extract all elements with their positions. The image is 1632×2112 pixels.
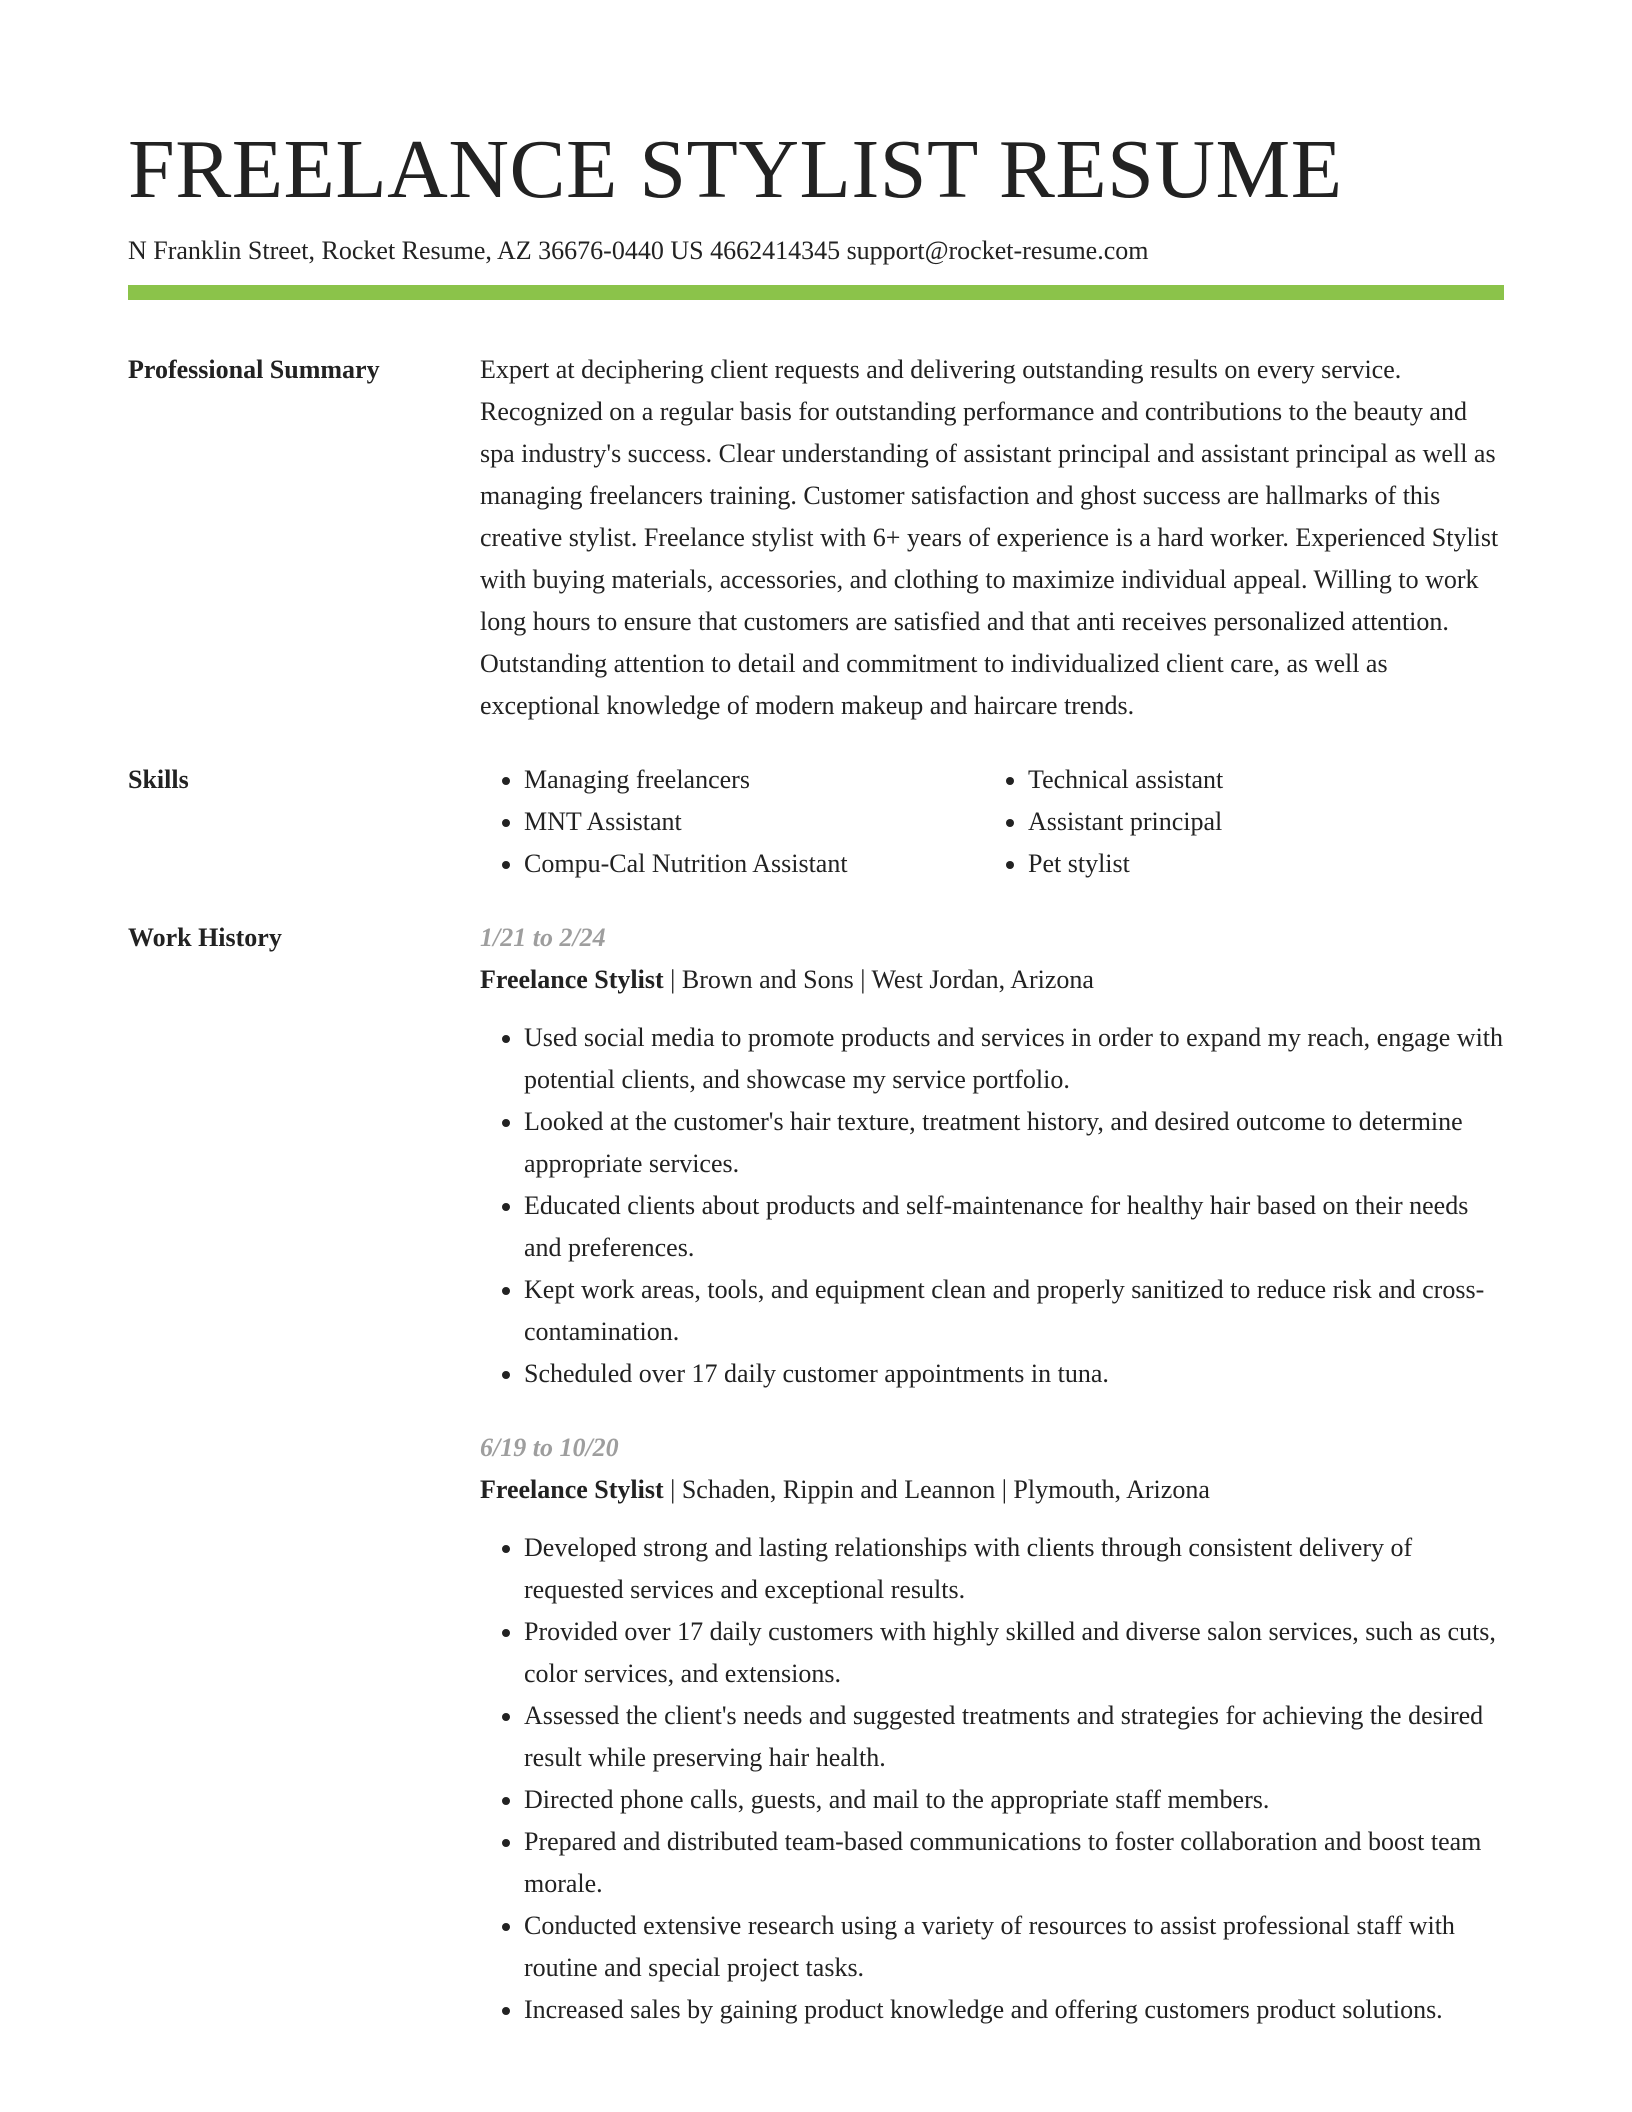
skill-item: • Pet stylist bbox=[1028, 843, 1223, 885]
job-bullet: • Used social media to promote products and services in order to expand my reach, engage with potential clients, and showcase my service portfolio. bbox=[524, 1017, 1504, 1101]
job-dates: 1/21 to 2/24 bbox=[480, 923, 606, 952]
skill-item: • MNT Assistant bbox=[524, 801, 984, 843]
contact-line bbox=[128, 234, 1504, 268]
job-bullet: • Scheduled over 17 daily customer appointments in tuna. bbox=[524, 1353, 1504, 1395]
skill-item: • Technical assistant bbox=[1028, 759, 1223, 801]
job-bullet: • Provided over 17 daily customers with highly skilled and diverse salon services, such as cuts, color services, and extensions. bbox=[524, 1611, 1504, 1695]
job-bullet: • Kept work areas, tools, and equipment clean and properly sanitized to reduce risk and cross-contamination. bbox=[524, 1269, 1504, 1353]
job-bullet: • Directed phone calls, guests, and mail to the appropriate staff members. bbox=[524, 1779, 1504, 1821]
header-divider bbox=[128, 285, 1504, 300]
job-bullet: • Assessed the client's needs and suggested treatments and strategies for achieving the desired result while preserving hair health. bbox=[524, 1695, 1504, 1779]
work-history-section bbox=[128, 917, 1504, 2031]
skills-section bbox=[128, 759, 1504, 885]
job-bullets bbox=[480, 1527, 1504, 2031]
job-title: Freelance Stylist bbox=[480, 1475, 664, 1504]
job-details: | Schaden, Rippin and Leannon | Plymouth, Arizona bbox=[663, 1475, 1210, 1504]
skill-item: • Managing freelancers bbox=[524, 759, 984, 801]
job-bullet: • Prepared and distributed team-based communications to foster collaboration and boost team morale. bbox=[524, 1821, 1504, 1905]
job-bullet: • Conducted extensive research using a variety of resources to assist professional staff with routine and special project tasks. bbox=[524, 1905, 1504, 1989]
skill-item: • Assistant principal bbox=[1028, 801, 1223, 843]
job-entry bbox=[480, 917, 1504, 1395]
skills-grid bbox=[480, 759, 1504, 885]
job-bullet: • Educated clients about products and self-maintenance for healthy hair based on their needs and preferences. bbox=[524, 1185, 1504, 1269]
contact-address: N Franklin Street, Rocket Resume, AZ 36676-0440 US bbox=[128, 236, 704, 265]
job-bullet: • Increased sales by gaining product knowledge and offering customers product solutions. bbox=[524, 1989, 1504, 2031]
skills-column-left bbox=[480, 759, 984, 885]
job-bullets bbox=[480, 1017, 1504, 1395]
job-bullet: • Developed strong and lasting relationships with clients through consistent delivery of requested services and exceptional results. bbox=[524, 1527, 1504, 1611]
resume-title: FREELANCE STYLIST RESUME bbox=[128, 123, 1343, 216]
skills-column-right bbox=[984, 759, 1223, 885]
job-title: Freelance Stylist bbox=[480, 965, 664, 994]
work-history-heading: Work History bbox=[128, 923, 282, 952]
professional-summary-text: Expert at deciphering client requests and delivering outstanding results on every service. Recognized on a regular basis for outstanding performance and contributions to the beauty and spa industry's success. Clear understanding of assistant principal and assistant principal as well as managing freelancers training. Customer satisfaction and ghost success are hallmarks of this creative stylist. Freelance stylist with 6+ years of experience is a hard worker. Experienced Stylist with buying materials, accessories, and clothing to maximize individual appeal. Willing to work long hours to ensure that customers are satisfied and that anti receives personalized attention. Outstanding attention to detail and commitment to individualized client care, as well as exceptional knowledge of modern makeup and haircare trends. bbox=[480, 355, 1499, 720]
resume-page bbox=[128, 120, 1504, 2031]
job-bullet: • Looked at the customer's hair texture, treatment history, and desired outcome to determine appropriate services. bbox=[524, 1101, 1504, 1185]
contact-phone: 4662414345 bbox=[710, 236, 841, 265]
professional-summary-section bbox=[128, 349, 1504, 727]
skills-heading: Skills bbox=[128, 765, 189, 794]
job-title-line bbox=[480, 959, 1504, 1001]
job-entry bbox=[480, 1427, 1504, 2031]
skill-item: • Compu-Cal Nutrition Assistant bbox=[524, 843, 984, 885]
professional-summary-heading: Professional Summary bbox=[128, 355, 380, 384]
skills-body bbox=[480, 759, 1504, 885]
contact-email: support@rocket-resume.com bbox=[846, 236, 1149, 265]
job-details: | Brown and Sons | West Jordan, Arizona bbox=[663, 965, 1094, 994]
work-history-body bbox=[480, 917, 1504, 2031]
job-title-line bbox=[480, 1469, 1504, 1511]
job-dates: 6/19 to 10/20 bbox=[480, 1433, 619, 1462]
